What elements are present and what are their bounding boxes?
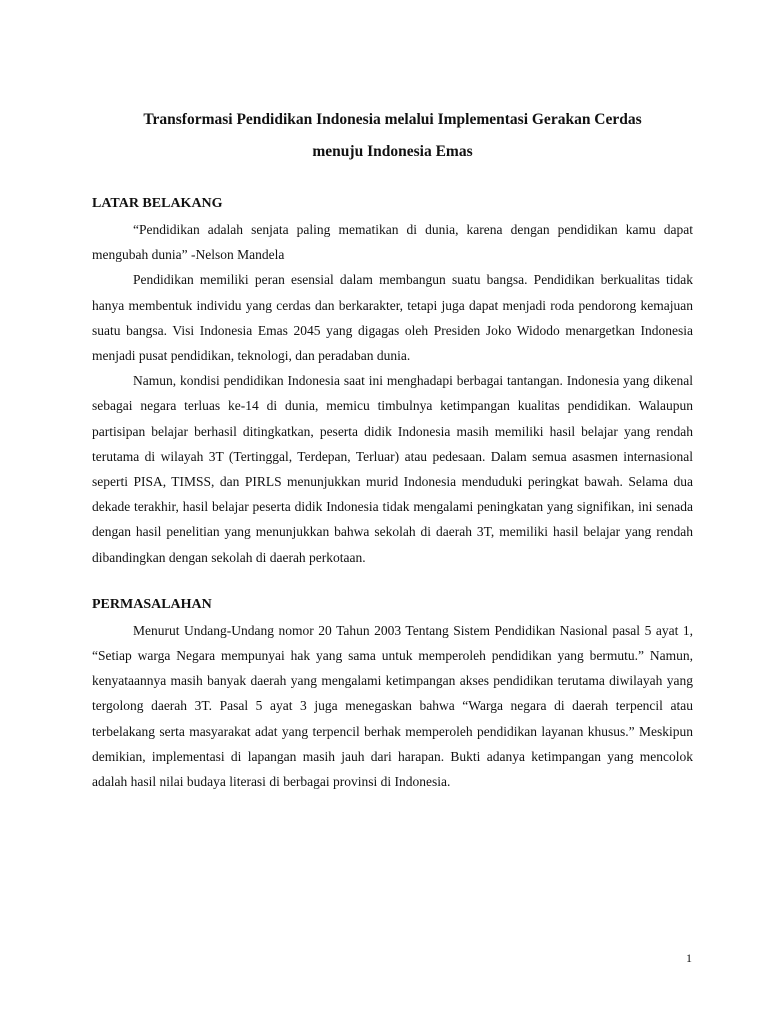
body-paragraph: Menurut Undang-Undang nomor 20 Tahun 2003 Tentang Sistem Pendidikan Nasional pasal 5 ayat 1, “Setiap warga Negara mempunyai hak yang sama untuk memperoleh pendidikan yang bermutu.” Namun, kenyataannya masih banyak daerah yang mengalami ketimpangan akses pendidikan terutama diwilayah yang tergolong daerah 3T. Pasal 5 ayat 3 juga menegaskan bahwa “Warga negara di daerah terpencil atau terbelakang serta masyarakat adat yang terpencil berhak memperoleh pendidikan layanan khusus.” Meskipun demikian, implementasi di lapangan masih jauh dari harapan. Bukti adanya ketimpangan yang mencolok adalah hasil nilai budaya literasi di berbagai provinsi di Indonesia.	[92, 622, 693, 790]
quote-paragraph: “Pendidikan adalah senjata paling mematikan di dunia, karena dengan pendidikan kamu dapat mengubah dunia” -Nelson Mandela	[92, 222, 693, 263]
section-latar-belakang	[92, 191, 693, 570]
section-permasalahan	[92, 592, 693, 794]
spacer	[92, 168, 693, 191]
document-title-line-2: menuju Indonesia Emas	[312, 143, 473, 160]
section-heading: LATAR BELAKANG	[92, 196, 223, 211]
body-paragraph: Pendidikan memiliki peran esensial dalam membangun suatu bangsa. Pendidikan berkualitas tidak hanya membentuk individu yang cerdas dan berkarakter, tetapi juga dapat menjadi roda pendorong kemajuan suatu bangsa. Visi Indonesia Emas 2045 yang digagas oleh Presiden Joko Widodo menargetkan Indonesia menjadi pusat pendidikan, teknologi, dan peradaban dunia.	[92, 272, 693, 364]
section-heading: PERMASALAHAN	[92, 596, 212, 612]
page-number: 1	[686, 951, 692, 965]
spacer	[92, 570, 693, 592]
document-title-line-1: Transformasi Pendidikan Indonesia melalui Implementasi Gerakan Cerdas	[143, 111, 642, 128]
body-paragraph: Namun, kondisi pendidikan Indonesia saat ini menghadapi berbagai tantangan. Indonesia yang dikenal sebagai negara terluas ke-14 di dunia, memicu timbulnya ketimpangan kualitas pendidikan. Walaupun partisipan belajar berhasil ditingkatkan, peserta didik Indonesia masih memiliki hasil belajar yang rendah terutama di wilayah 3T (Tertinggal, Terdepan, Terluar) atau pedesaan. Dalam semua asasmen internasional seperti PISA, TIMSS, dan PIRLS menunjukkan murid Indonesia menduduki peringkat bawah. Selama dua dekade terakhir, hasil belajar peserta didik Indonesia tidak mengalami peningkatan yang signifikan, ini senada dengan hasil penelitian yang menunjukkan bahwa sekolah di daerah 3T, memiliki hasil belajar yang rendah dibandingkan dengan sekolah di daerah perkotaan.	[92, 373, 693, 565]
document-page	[92, 104, 693, 794]
